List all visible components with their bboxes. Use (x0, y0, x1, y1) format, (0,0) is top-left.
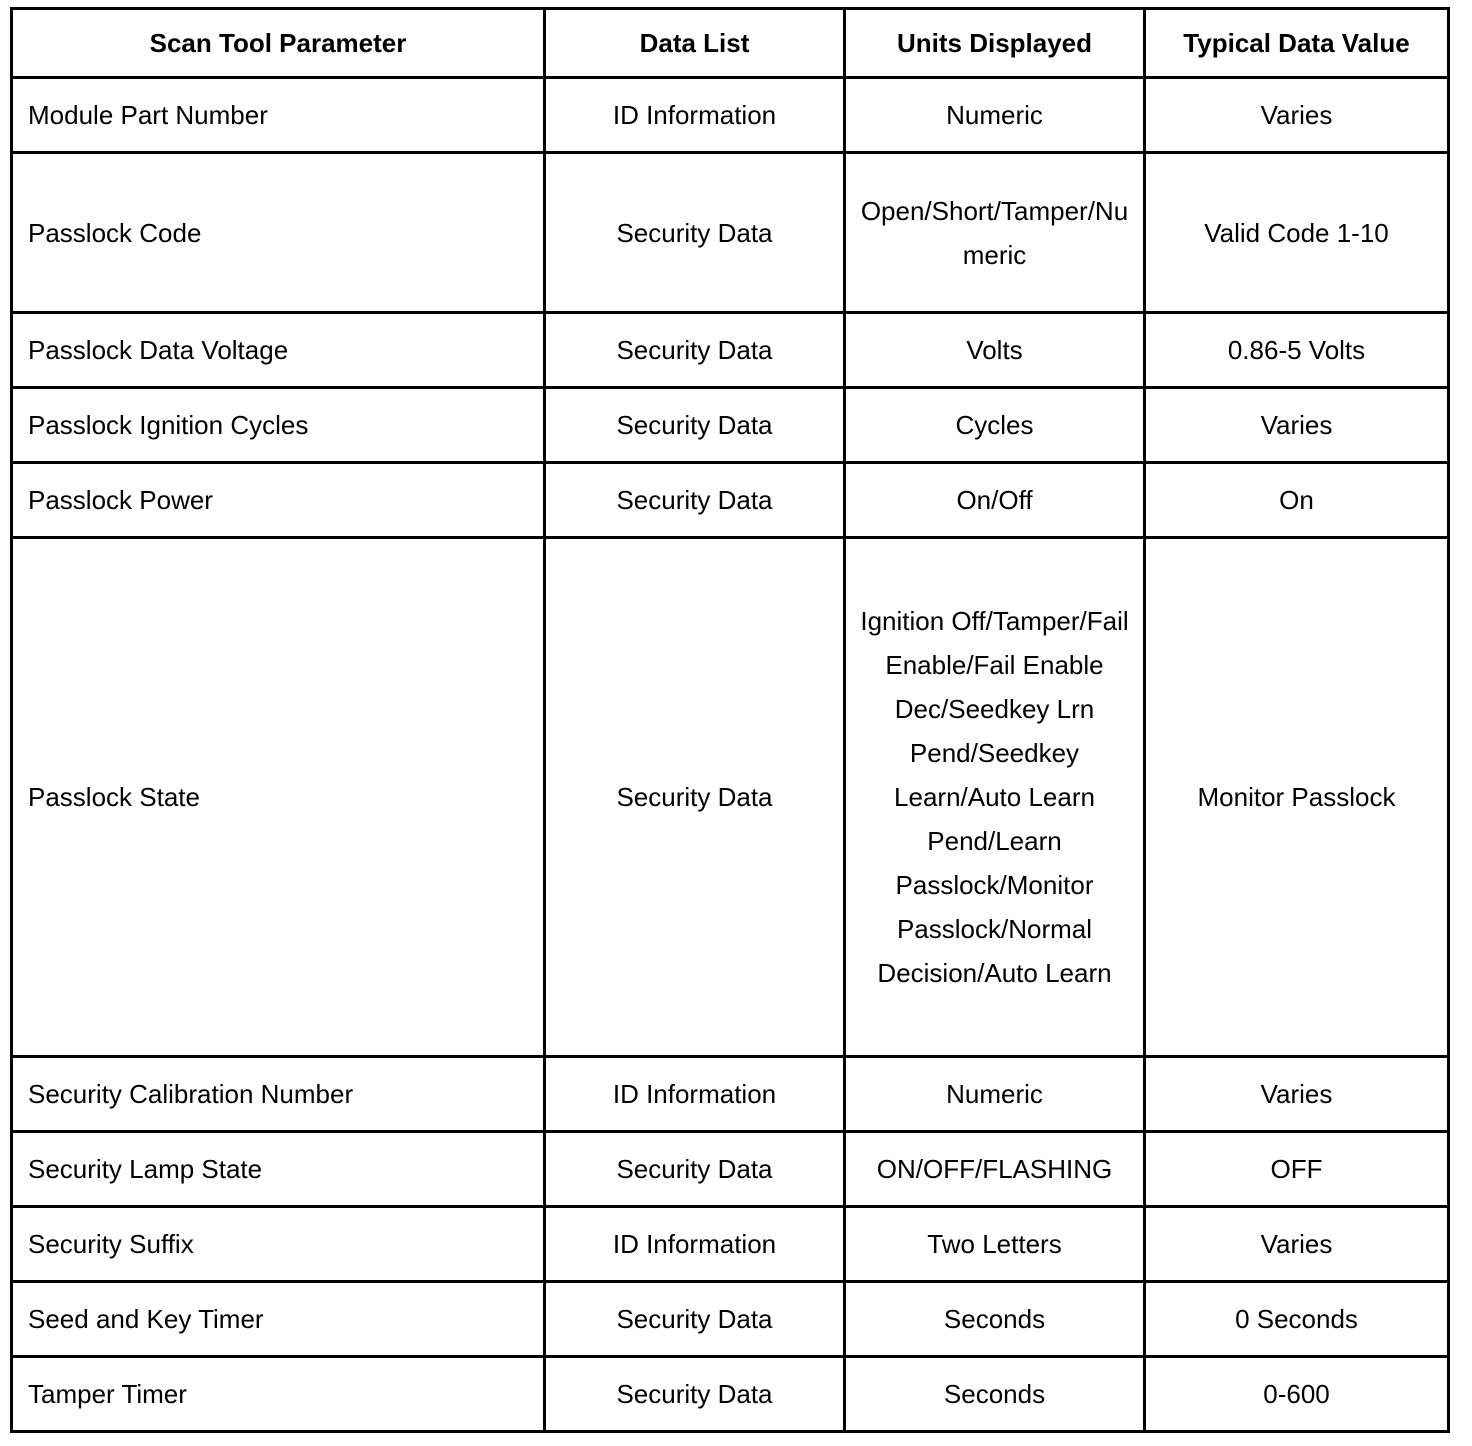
parameter-cell: Security Suffix (12, 1207, 545, 1282)
typical-value-cell: 0-600 (1145, 1357, 1449, 1432)
parameter-cell: Passlock Power (12, 463, 545, 538)
typical-value-cell: Valid Code 1-10 (1145, 153, 1449, 313)
units-cell: Two Letters (845, 1207, 1145, 1282)
parameter-cell: Passlock State (12, 538, 545, 1057)
units-cell: ON/OFF/FLASHING (845, 1132, 1145, 1207)
parameter-cell: Passlock Code (12, 153, 545, 313)
units-cell: Numeric (845, 1057, 1145, 1132)
parameter-cell: Passlock Ignition Cycles (12, 388, 545, 463)
data-list-cell: Security Data (545, 538, 845, 1057)
typical-value-cell: Varies (1145, 1057, 1449, 1132)
typical-value-cell: Varies (1145, 388, 1449, 463)
units-cell: Open/Short/Tamper/Numeric (845, 153, 1145, 313)
typical-value-cell: Monitor Passlock (1145, 538, 1449, 1057)
units-cell: On/Off (845, 463, 1145, 538)
data-list-cell: ID Information (545, 78, 845, 153)
header-typical-data-value: Typical Data Value (1145, 9, 1449, 78)
parameter-cell: Security Lamp State (12, 1132, 545, 1207)
data-list-cell: ID Information (545, 1207, 845, 1282)
header-row (12, 9, 1449, 78)
data-list-cell: Security Data (545, 388, 845, 463)
data-list-cell: Security Data (545, 153, 845, 313)
table-row (12, 1132, 1449, 1207)
data-list-cell: ID Information (545, 1057, 845, 1132)
units-cell: Cycles (845, 388, 1145, 463)
units-cell: Numeric (845, 78, 1145, 153)
scan-tool-data-table (10, 7, 1450, 1433)
typical-value-cell: OFF (1145, 1132, 1449, 1207)
parameter-cell: Security Calibration Number (12, 1057, 545, 1132)
typical-value-cell: 0.86-5 Volts (1145, 313, 1449, 388)
units-cell: Seconds (845, 1357, 1145, 1432)
parameter-cell: Tamper Timer (12, 1357, 545, 1432)
units-cell: Seconds (845, 1282, 1145, 1357)
units-cell: Ignition Off/Tamper/Fail Enable/Fail Enable Dec/Seedkey Lrn Pend/Seedkey Learn/Auto Learn Pend/Learn Passlock/Monitor Passlock/Normal Decision/Auto Learn (845, 538, 1145, 1057)
data-list-cell: Security Data (545, 313, 845, 388)
table-row (12, 313, 1449, 388)
header-data-list: Data List (545, 9, 845, 78)
typical-value-cell: 0 Seconds (1145, 1282, 1449, 1357)
header-scan-tool-parameter: Scan Tool Parameter (12, 9, 545, 78)
table-row (12, 1282, 1449, 1357)
data-list-cell: Security Data (545, 1282, 845, 1357)
data-list-cell: Security Data (545, 1132, 845, 1207)
data-list-cell: Security Data (545, 463, 845, 538)
table-row (12, 388, 1449, 463)
table-row (12, 538, 1449, 1057)
table-row (12, 1207, 1449, 1282)
table-row (12, 1057, 1449, 1132)
parameter-cell: Seed and Key Timer (12, 1282, 545, 1357)
header-units-displayed: Units Displayed (845, 9, 1145, 78)
typical-value-cell: Varies (1145, 78, 1449, 153)
parameter-cell: Module Part Number (12, 78, 545, 153)
units-cell: Volts (845, 313, 1145, 388)
data-list-cell: Security Data (545, 1357, 845, 1432)
table-row (12, 1357, 1449, 1432)
typical-value-cell: Varies (1145, 1207, 1449, 1282)
table-row (12, 78, 1449, 153)
typical-value-cell: On (1145, 463, 1449, 538)
parameter-cell: Passlock Data Voltage (12, 313, 545, 388)
table-row (12, 463, 1449, 538)
table-row (12, 153, 1449, 313)
